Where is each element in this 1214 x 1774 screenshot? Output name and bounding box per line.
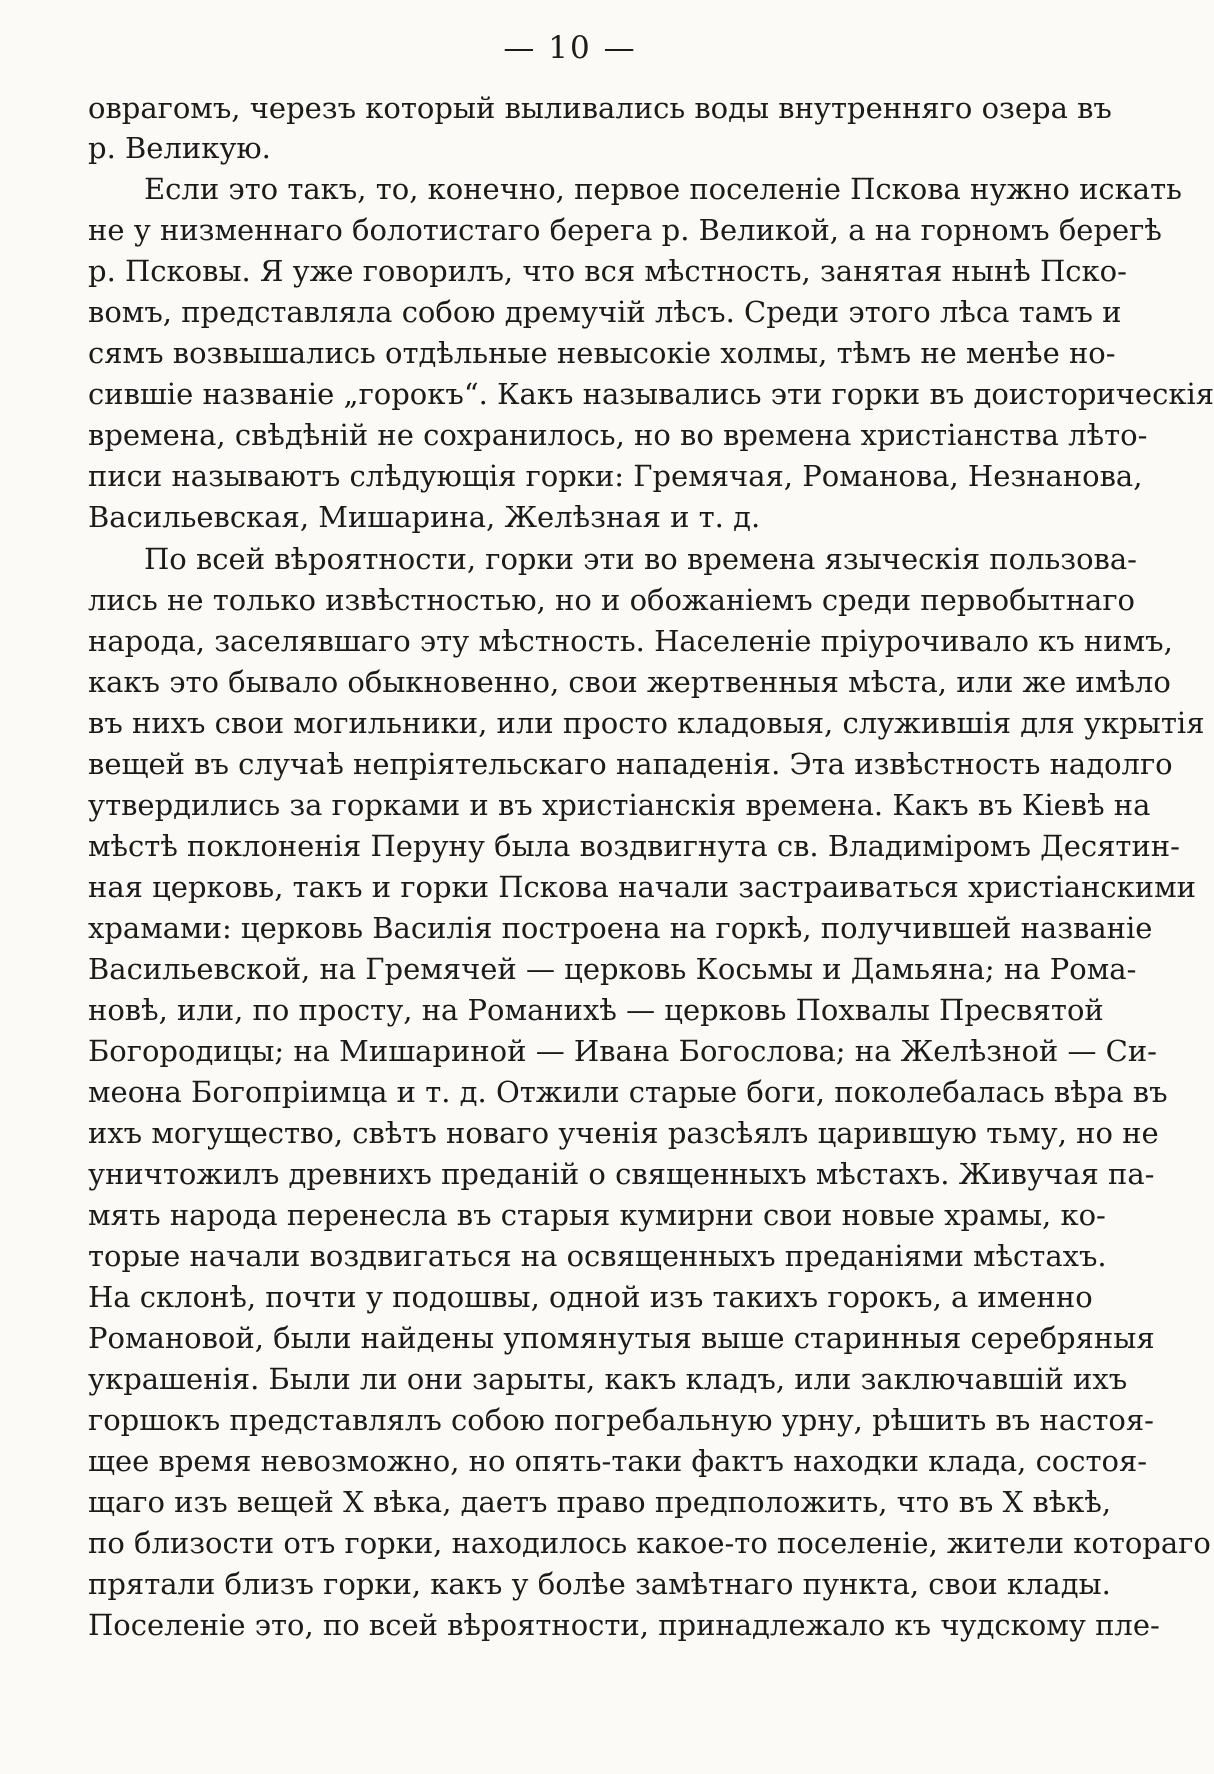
page-number: — 10 —: [503, 30, 637, 66]
text-line: въ нихъ свои могильники, или просто кладовыя, служившія для укрытія: [88, 706, 1205, 740]
text-line: Если это такъ, то, конечно, первое поселеніе Пскова нужно искать: [144, 172, 1182, 206]
text-line: времена, свѣдѣній не сохранилось, но во времена христіанства лѣто-: [88, 418, 1148, 452]
text-line: горшокъ представлялъ собою погребальную урну, рѣшить въ настоя-: [88, 1403, 1154, 1437]
text-line: народа, заселявшаго эту мѣстность. Населеніе пріурочивало къ нимъ,: [88, 624, 1173, 658]
text-line: по близости отъ горки, находилось какое-то поселеніе, жители котораго: [88, 1526, 1211, 1560]
text-line: Васильевской, на Гремячей — церковь Косьмы и Дамьяна; на Рома-: [88, 952, 1137, 986]
text-line: На склонѣ, почти у подошвы, одной изъ такихъ горокъ, а именно: [88, 1280, 1093, 1314]
text-line: р. Псковы. Я уже говорилъ, что вся мѣстность, занятая нынѣ Пско-: [88, 254, 1127, 288]
text-line: щаго изъ вещей X вѣка, даетъ право предположить, что въ X вѣкѣ,: [88, 1485, 1112, 1519]
text-line: не у низменнаго болотистаго берега р. Великой, а на горномъ берегѣ: [88, 213, 1162, 247]
text-line: сившіе названіе „горокъ“. Какъ назывались эти горки въ доисторическія: [88, 377, 1214, 411]
text-line: оврагомъ, черезъ который выливались воды внутренняго озера въ: [88, 91, 1112, 125]
text-line: Романовой, были найдены упомянутыя выше старинныя серебряныя: [88, 1321, 1155, 1355]
text-line: р. Великую.: [88, 131, 271, 165]
text-line: мять народа перенесла въ старыя кумирни свои новые храмы, ко-: [88, 1198, 1106, 1232]
text-line: лись не только извѣстностью, но и обожаніемъ среди первобытнаго: [88, 583, 1135, 617]
text-line: уничтожилъ древнихъ преданій о священныхъ мѣстахъ. Живучая па-: [88, 1157, 1155, 1191]
text-line: вомъ, представляла собою дремучій лѣсъ. Среди этого лѣса тамъ и: [88, 295, 1122, 329]
text-line: Васильевская, Мишарина, Желѣзная и т. д.: [88, 500, 761, 534]
text-line: вещей въ случаѣ непріятельскаго нападенія. Эта извѣстность надолго: [88, 747, 1173, 781]
text-line: ихъ могущество, свѣтъ новаго ученія разсѣялъ царившую тьму, но не: [88, 1116, 1159, 1150]
text-line: мѣстѣ поклоненія Перуну была воздвигнута св. Владиміромъ Десятин-: [88, 829, 1180, 863]
text-line: щее время невозможно, но опять-таки фактъ находки клада, состоя-: [88, 1444, 1148, 1478]
text-line: украшенія. Были ли они зарыты, какъ кладъ, или заключавшій ихъ: [88, 1362, 1128, 1396]
text-line: сямъ возвышались отдѣльные невысокіе холмы, тѣмъ не менѣе но-: [88, 336, 1116, 370]
text-line: Поселеніе это, по всей вѣроятности, принадлежало къ чудскому пле-: [88, 1608, 1160, 1642]
text-line: ная церковь, такъ и горки Пскова начали застраиваться христіанскими: [88, 870, 1196, 904]
text-line: По всей вѣроятности, горки эти во времена языческія пользова-: [144, 542, 1137, 576]
text-line: прятали близъ горки, какъ у болѣе замѣтнаго пункта, свои клады.: [88, 1567, 1111, 1601]
text-line: какъ это бывало обыкновенно, свои жертвенныя мѣста, или же имѣло: [88, 665, 1171, 699]
text-line: меона Богопріимца и т. д. Отжили старые боги, поколебалась вѣра въ: [88, 1075, 1168, 1109]
text-line: торые начали воздвигаться на освященныхъ преданіями мѣстахъ.: [88, 1239, 1107, 1273]
text-line: утвердились за горками и въ христіанскія времена. Какъ въ Кіевѣ на: [88, 788, 1151, 822]
text-line: Богородицы; на Мишариной — Ивана Богослова; на Желѣзной — Си-: [88, 1034, 1157, 1068]
text-line: новѣ, или, по просту, на Романихѣ — церковь Похвалы Пресвятой: [88, 993, 1104, 1027]
text-line: храмами: церковь Василія построена на горкѣ, получившей названіе: [88, 911, 1153, 945]
text-line: писи называютъ слѣдующія горки: Гремячая, Романова, Незнанова,: [88, 459, 1143, 493]
